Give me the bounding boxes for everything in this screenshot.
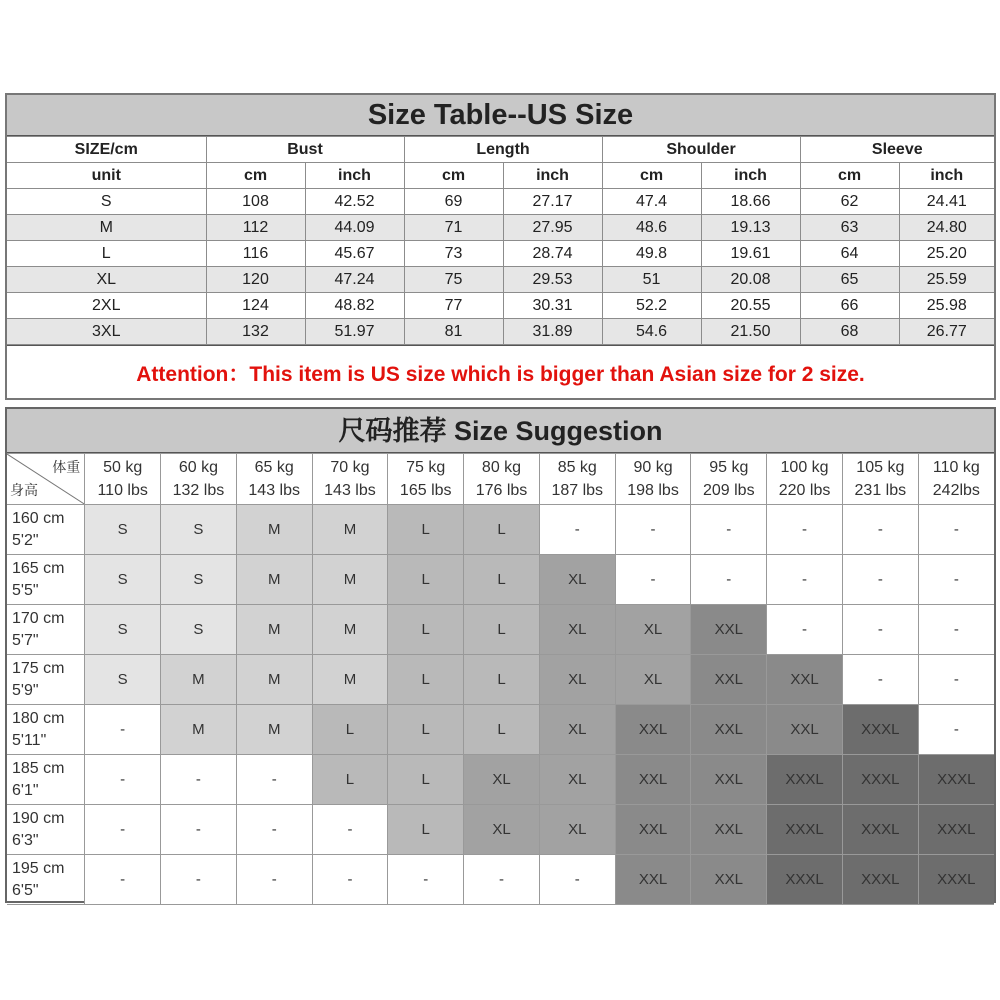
table-cell: 112	[206, 215, 305, 241]
table-cell: 73	[404, 241, 503, 267]
size-cell: XL	[539, 705, 615, 755]
table-cell: 120	[206, 267, 305, 293]
size-cell: L	[464, 555, 540, 605]
weight-lbs: 165 lbs	[399, 482, 452, 499]
height-ft: 5'2"	[12, 531, 39, 549]
table-cell: 24.41	[899, 189, 994, 215]
column-header: Bust	[206, 137, 404, 163]
weight-lbs: 231 lbs	[854, 482, 907, 499]
unit-header: cm	[602, 163, 701, 189]
size-cell: -	[539, 855, 615, 905]
size-cell: L	[388, 705, 464, 755]
size-cell: -	[918, 555, 994, 605]
table-cell: 51.97	[305, 319, 404, 345]
unit-header: unit	[7, 163, 206, 189]
table-row	[7, 855, 994, 905]
size-cell: S	[161, 505, 237, 555]
size-cell: XXXL	[767, 755, 843, 805]
size-cell: L	[464, 655, 540, 705]
size-cell: M	[312, 605, 388, 655]
table-cell: 62	[800, 189, 899, 215]
table-cell: 54.6	[602, 319, 701, 345]
table-row	[7, 319, 994, 345]
size-label: S	[7, 189, 206, 215]
size-cell: XL	[464, 805, 540, 855]
unit-header: inch	[701, 163, 800, 189]
weight-kg: 60 kg	[178, 459, 218, 476]
table-cell: 75	[404, 267, 503, 293]
table-row	[7, 605, 994, 655]
table-cell: 24.80	[899, 215, 994, 241]
height-header	[7, 705, 85, 755]
table-row	[7, 555, 994, 605]
table-row	[7, 805, 994, 855]
weight-kg: 85 kg	[557, 459, 597, 476]
size-cell: XL	[464, 755, 540, 805]
height-header	[7, 605, 85, 655]
weight-header	[767, 454, 843, 505]
height-cm: 175 cm	[12, 659, 65, 677]
table-cell: 26.77	[899, 319, 994, 345]
weight-lbs: 176 lbs	[475, 482, 528, 499]
weight-lbs: 198 lbs	[627, 482, 679, 499]
size-cell: XXXL	[842, 805, 918, 855]
size-cell: -	[236, 805, 312, 855]
weight-lbs: 187 lbs	[551, 482, 604, 499]
table-cell: 44.09	[305, 215, 404, 241]
table-row	[7, 505, 994, 555]
height-ft: 6'1"	[12, 781, 39, 799]
size-suggestion-title: 尺码推荐 Size Suggestion	[7, 409, 994, 453]
weight-header	[161, 454, 237, 505]
weight-lbs: 110 lbs	[97, 482, 148, 499]
size-cell: S	[161, 555, 237, 605]
weight-lbs: 209 lbs	[702, 482, 755, 499]
weight-header	[842, 454, 918, 505]
size-cell: L	[388, 755, 464, 805]
size-cell: S	[85, 655, 161, 705]
size-cell: -	[918, 605, 994, 655]
size-cell: -	[842, 655, 918, 705]
size-cell: -	[842, 505, 918, 555]
size-cell: XXL	[691, 855, 767, 905]
table-cell: 19.61	[701, 241, 800, 267]
us-header-row-measurements	[7, 137, 994, 163]
weight-kg: 110 kg	[932, 459, 980, 476]
size-cell: XXL	[615, 755, 691, 805]
table-cell: 42.52	[305, 189, 404, 215]
weight-lbs: 143 lbs	[324, 482, 376, 499]
height-header	[7, 805, 85, 855]
size-cell: L	[464, 505, 540, 555]
size-cell: L	[388, 805, 464, 855]
unit-header: inch	[503, 163, 602, 189]
size-cell: -	[312, 855, 388, 905]
table-row	[7, 755, 994, 805]
table-cell: 27.17	[503, 189, 602, 215]
weight-axis-label: 体重	[52, 459, 81, 475]
size-cell: XXXL	[767, 805, 843, 855]
table-row	[7, 655, 994, 705]
size-label: 3XL	[7, 319, 206, 345]
height-ft: 6'3"	[12, 831, 39, 849]
size-cell: XXXL	[767, 855, 843, 905]
size-cell: M	[312, 505, 388, 555]
table-cell: 25.20	[899, 241, 994, 267]
height-header	[7, 505, 85, 555]
table-cell: 69	[404, 189, 503, 215]
size-cell: XXL	[615, 705, 691, 755]
size-cell: XXL	[691, 805, 767, 855]
size-cell: M	[236, 555, 312, 605]
weight-header	[236, 454, 312, 505]
table-cell: 63	[800, 215, 899, 241]
size-cell: -	[691, 505, 767, 555]
table-cell: 108	[206, 189, 305, 215]
table-cell: 52.2	[602, 293, 701, 319]
weight-header	[539, 454, 615, 505]
size-cell: S	[85, 605, 161, 655]
table-cell: 71	[404, 215, 503, 241]
table-row	[7, 215, 994, 241]
height-ft: 5'5"	[12, 581, 39, 599]
weight-header	[388, 454, 464, 505]
table-cell: 27.95	[503, 215, 602, 241]
weight-header	[464, 454, 540, 505]
table-row	[7, 241, 994, 267]
column-header: Shoulder	[602, 137, 800, 163]
table-row	[7, 267, 994, 293]
weight-kg: 90 kg	[633, 459, 673, 476]
table-cell: 48.6	[602, 215, 701, 241]
size-cell: M	[236, 505, 312, 555]
size-cell: XXL	[691, 705, 767, 755]
size-cell: XL	[539, 755, 615, 805]
weight-kg: 50 kg	[103, 459, 143, 476]
size-cell: S	[85, 555, 161, 605]
size-cell: -	[161, 755, 237, 805]
size-cell: -	[236, 855, 312, 905]
size-cell: L	[464, 705, 540, 755]
size-cell: L	[464, 605, 540, 655]
size-cell: -	[85, 755, 161, 805]
size-cell: XL	[615, 605, 691, 655]
table-cell: 29.53	[503, 267, 602, 293]
size-label: M	[7, 215, 206, 241]
size-cell: -	[918, 505, 994, 555]
weight-lbs: 242lbs	[932, 482, 980, 499]
size-cell: XXL	[615, 805, 691, 855]
size-suggestion-grid	[7, 453, 994, 905]
size-cell: -	[312, 805, 388, 855]
size-cell: XXXL	[842, 855, 918, 905]
weight-header	[615, 454, 691, 505]
size-cell: -	[615, 555, 691, 605]
size-cell: XXL	[691, 655, 767, 705]
size-cell: L	[388, 655, 464, 705]
height-header	[7, 655, 85, 705]
size-cell: M	[161, 655, 237, 705]
table-cell: 65	[800, 267, 899, 293]
weight-header	[312, 454, 388, 505]
size-label: 2XL	[7, 293, 206, 319]
unit-header: cm	[206, 163, 305, 189]
column-header: SIZE/cm	[7, 137, 206, 163]
size-cell: -	[842, 605, 918, 655]
size-cell: XXXL	[918, 855, 994, 905]
size-cell: -	[236, 755, 312, 805]
size-cell: L	[312, 755, 388, 805]
table-cell: 81	[404, 319, 503, 345]
weight-kg: 80 kg	[481, 459, 522, 476]
weight-header	[85, 454, 161, 505]
weight-header	[691, 454, 767, 505]
height-cm: 165 cm	[12, 559, 65, 577]
table-cell: 30.31	[503, 293, 602, 319]
weight-header-row	[7, 454, 994, 505]
size-cell: -	[85, 705, 161, 755]
table-row	[7, 293, 994, 319]
table-cell: 28.74	[503, 241, 602, 267]
corner-cell	[7, 454, 85, 505]
size-cell: S	[161, 605, 237, 655]
size-cell: L	[388, 505, 464, 555]
height-header	[7, 555, 85, 605]
height-ft: 6'5"	[12, 881, 39, 899]
weight-kg: 75 kg	[406, 459, 446, 476]
table-cell: 18.66	[701, 189, 800, 215]
size-cell: L	[388, 555, 464, 605]
unit-header: inch	[899, 163, 994, 189]
height-ft: 5'7"	[12, 631, 39, 649]
table-row	[7, 189, 994, 215]
table-cell: 45.67	[305, 241, 404, 267]
size-cell: M	[312, 555, 388, 605]
size-cell: L	[388, 605, 464, 655]
size-cell: M	[312, 655, 388, 705]
table-cell: 66	[800, 293, 899, 319]
size-cell: XXL	[615, 855, 691, 905]
size-cell: -	[161, 805, 237, 855]
table-cell: 31.89	[503, 319, 602, 345]
size-cell: XXXL	[842, 705, 918, 755]
height-header	[7, 855, 85, 905]
height-cm: 170 cm	[12, 609, 65, 627]
size-cell: XXXL	[842, 755, 918, 805]
size-cell: L	[312, 705, 388, 755]
weight-lbs: 220 lbs	[778, 482, 831, 499]
us-size-grid	[7, 136, 994, 345]
size-cell: XL	[539, 555, 615, 605]
table-cell: 116	[206, 241, 305, 267]
unit-header: cm	[404, 163, 503, 189]
table-cell: 25.98	[899, 293, 994, 319]
size-cell: XL	[539, 805, 615, 855]
table-cell: 124	[206, 293, 305, 319]
size-cell: -	[161, 855, 237, 905]
size-cell: XXL	[691, 605, 767, 655]
size-cell: XL	[539, 655, 615, 705]
size-cell: -	[767, 505, 843, 555]
table-cell: 68	[800, 319, 899, 345]
height-cm: 160 cm	[12, 509, 65, 527]
size-cell: -	[842, 555, 918, 605]
table-cell: 77	[404, 293, 503, 319]
weight-kg: 95 kg	[709, 459, 749, 476]
weight-header	[918, 454, 994, 505]
size-cell: M	[236, 655, 312, 705]
size-cell: -	[388, 855, 464, 905]
table-cell: 19.13	[701, 215, 800, 241]
weight-kg: 65 kg	[254, 459, 294, 476]
height-cm: 190 cm	[12, 809, 65, 827]
size-cell: -	[691, 555, 767, 605]
size-label: XL	[7, 267, 206, 293]
height-cm: 180 cm	[12, 709, 65, 727]
table-cell: 47.24	[305, 267, 404, 293]
size-cell: -	[918, 705, 994, 755]
size-suggestion-table	[5, 407, 996, 903]
table-cell: 64	[800, 241, 899, 267]
unit-header: cm	[800, 163, 899, 189]
table-cell: 47.4	[602, 189, 701, 215]
size-cell: -	[615, 505, 691, 555]
size-cell: XXXL	[918, 755, 994, 805]
height-cm: 185 cm	[12, 759, 65, 777]
table-row	[7, 705, 994, 755]
weight-lbs: 143 lbs	[248, 482, 300, 499]
size-cell: -	[767, 555, 843, 605]
column-header: Sleeve	[800, 137, 994, 163]
size-cell: XL	[615, 655, 691, 705]
size-cell: M	[236, 605, 312, 655]
size-cell: M	[236, 705, 312, 755]
table-cell: 20.55	[701, 293, 800, 319]
table-cell: 51	[602, 267, 701, 293]
table-cell: 48.82	[305, 293, 404, 319]
size-cell: -	[464, 855, 540, 905]
table-cell: 25.59	[899, 267, 994, 293]
us-size-table	[5, 93, 996, 400]
height-header	[7, 755, 85, 805]
table-cell: 21.50	[701, 319, 800, 345]
attention-note: Attention：This item is US size which is bigger than Asian size for 2 size.	[7, 345, 994, 404]
table-cell: 20.08	[701, 267, 800, 293]
weight-kg: 105 kg	[856, 459, 905, 476]
size-cell: S	[85, 505, 161, 555]
size-cell: -	[918, 655, 994, 705]
unit-header: inch	[305, 163, 404, 189]
table-cell: 49.8	[602, 241, 701, 267]
size-cell: XXXL	[918, 805, 994, 855]
size-cell: -	[539, 505, 615, 555]
weight-kg: 70 kg	[330, 459, 370, 476]
height-cm: 195 cm	[12, 859, 65, 877]
size-cell: -	[85, 805, 161, 855]
table-cell: 132	[206, 319, 305, 345]
weight-lbs: 132 lbs	[172, 482, 225, 499]
size-cell: XXL	[767, 655, 843, 705]
us-header-row-units	[7, 163, 994, 189]
size-cell: XXL	[767, 705, 843, 755]
size-cell: XL	[539, 605, 615, 655]
weight-kg: 100 kg	[780, 459, 829, 476]
height-ft: 5'11"	[12, 731, 47, 749]
size-cell: M	[161, 705, 237, 755]
column-header: Length	[404, 137, 602, 163]
us-size-table-title: Size Table--US Size	[7, 95, 994, 136]
size-cell: XXL	[691, 755, 767, 805]
height-ft: 5'9"	[12, 681, 39, 699]
size-label: L	[7, 241, 206, 267]
size-cell: -	[767, 605, 843, 655]
size-cell: -	[85, 855, 161, 905]
height-axis-label: 身高	[10, 482, 38, 498]
